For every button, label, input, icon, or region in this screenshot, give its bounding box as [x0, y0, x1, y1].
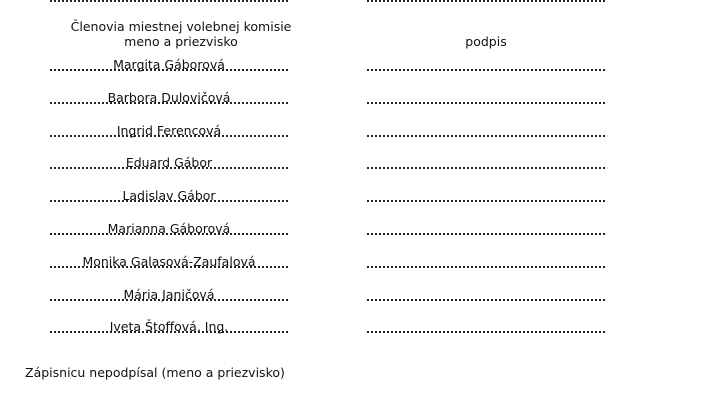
signature-line[interactable]: [367, 331, 605, 333]
member-name: Ladislav Gábor: [122, 188, 216, 203]
name-line: [50, 233, 288, 235]
member-name: Margita Gáborová: [113, 57, 225, 72]
members-title: Členovia miestnej volebnej komisie: [70, 19, 292, 34]
member-name: Ingrid Ferencová: [116, 123, 222, 138]
not-signed-label: Zápisnicu nepodpísal (meno a priezvisko): [25, 365, 285, 380]
member-name: Iveta Štoffová, Ing.: [109, 319, 229, 334]
member-name: Eduard Gábor: [125, 155, 213, 170]
signature-line[interactable]: [367, 299, 605, 301]
name-line: [50, 69, 288, 71]
member-name: Barbora Dulovičová: [107, 90, 231, 105]
signature-line[interactable]: [367, 69, 605, 71]
signature-line[interactable]: [367, 135, 605, 137]
name-column-header: meno a priezvisko: [124, 34, 238, 49]
name-line: [50, 299, 288, 301]
name-line: [50, 135, 288, 137]
name-line: [50, 167, 288, 169]
member-name: Monika Galasová-Zaufalová: [82, 254, 256, 269]
top-left-signature-line: [50, 0, 288, 2]
member-name: Marianna Gáborová: [107, 221, 231, 236]
signature-line[interactable]: [367, 167, 605, 169]
name-line: [50, 200, 288, 202]
name-line: [50, 102, 288, 104]
signature-line[interactable]: [367, 200, 605, 202]
top-right-signature-line: [367, 0, 605, 2]
member-name: Mária Janičová: [123, 287, 215, 302]
name-line: [50, 331, 288, 333]
signature-line[interactable]: [367, 102, 605, 104]
signature-line[interactable]: [367, 233, 605, 235]
signature-line[interactable]: [367, 266, 605, 268]
name-line: [50, 266, 288, 268]
signature-column-header: podpis: [465, 34, 507, 49]
